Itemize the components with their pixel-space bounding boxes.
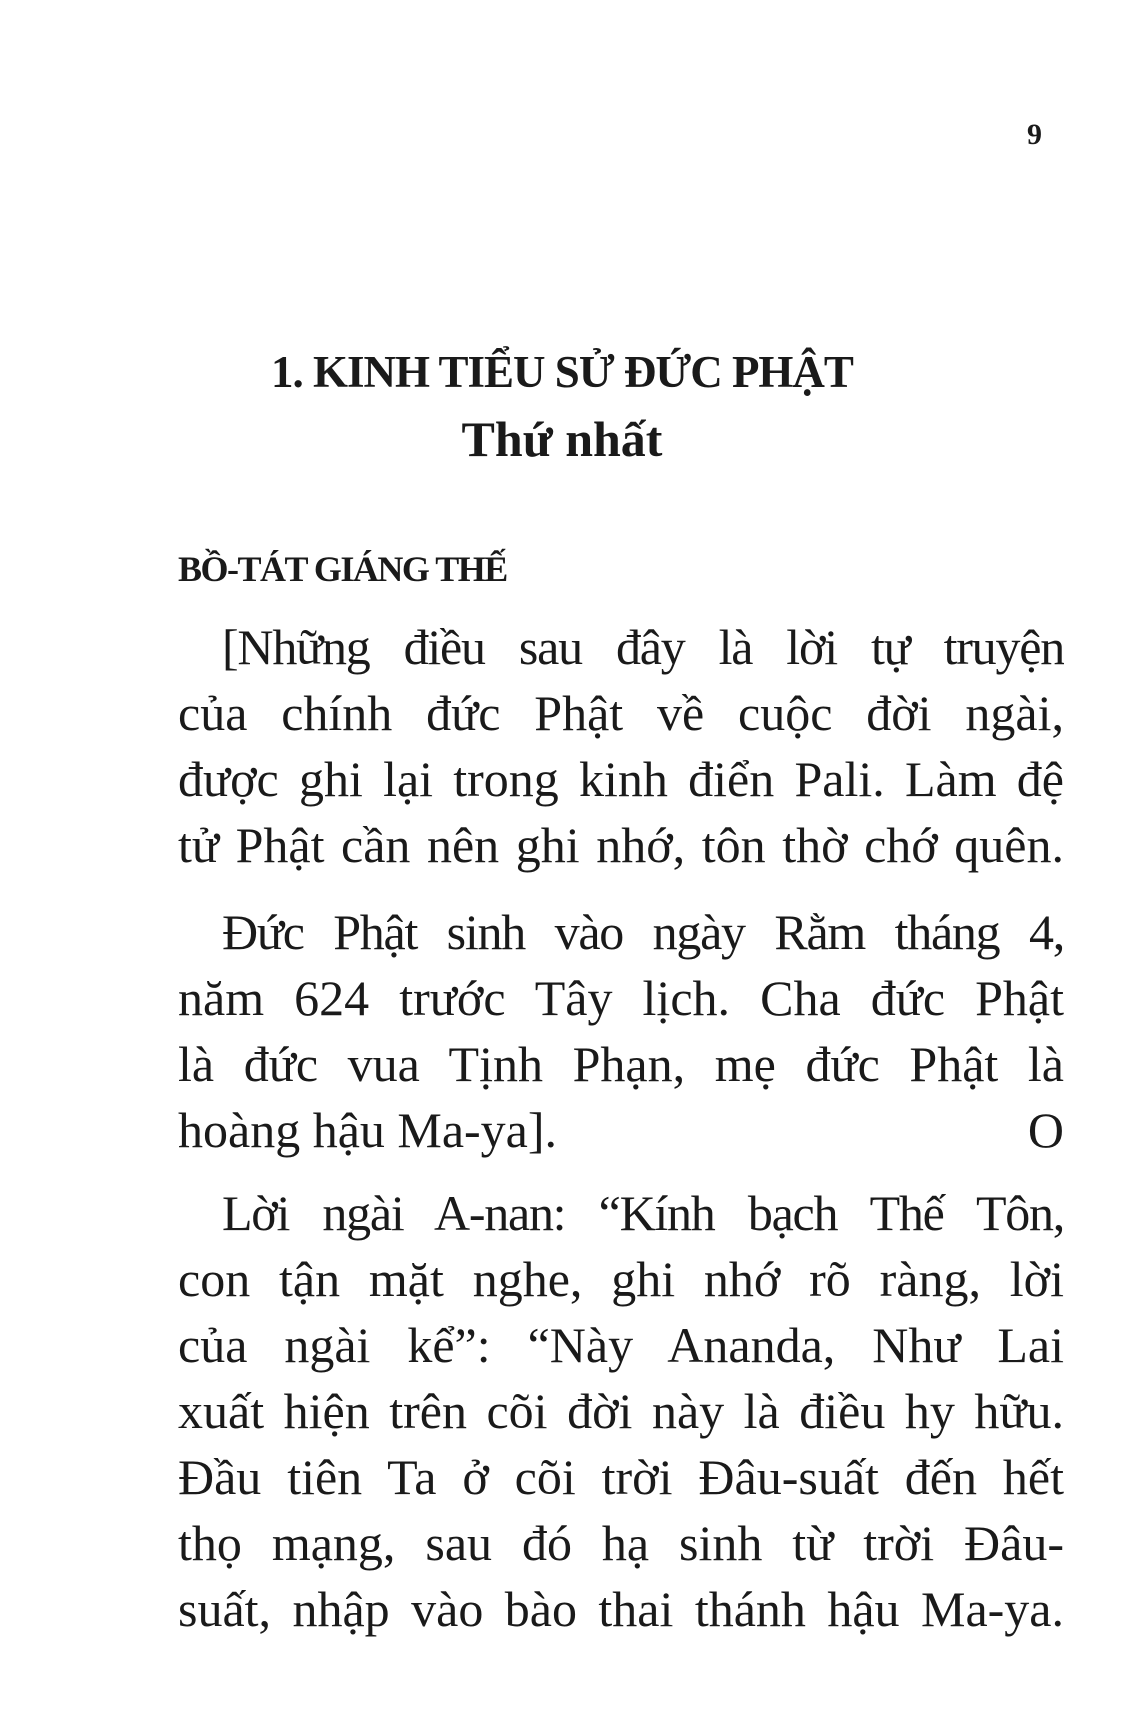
chapter-title: 1. KINH TIỂU SỬ ĐỨC PHẬT — [271, 347, 853, 397]
paragraph-1 — [178, 614, 1064, 878]
paragraph-2 — [178, 899, 1064, 1163]
page-number: 9 — [1027, 118, 1042, 151]
paragraph-line: của ngài kể”: “Này Ananda, Như Lai — [178, 1317, 1064, 1373]
paragraph-line: hoàng hậu Ma-ya]. — [178, 1102, 558, 1158]
paragraph-line: là đức vua Tịnh Phạn, mẹ đức Phật là — [178, 1036, 1064, 1092]
paragraph-line: Lời ngài A-nan: “Kính bạch Thế Tôn, — [222, 1185, 1064, 1241]
paragraph-line: được ghi lại trong kinh điển Pali. Làm đệ — [178, 751, 1064, 807]
paragraph-line: tử Phật cần nên ghi nhớ, tôn thờ chớ quên. — [178, 817, 1064, 873]
paragraph-line: xuất hiện trên cõi đời này là điều hy hữu. — [178, 1383, 1064, 1439]
paragraph-line: O — [1027, 1102, 1064, 1158]
paragraph-line: suất, nhập vào bào thai thánh hậu Ma-ya. — [178, 1581, 1064, 1637]
chapter-subtitle: Thứ nhất — [461, 411, 663, 467]
paragraph-line: của chính đức Phật về cuộc đời ngài, — [178, 685, 1064, 741]
paragraph-line: Đức Phật sinh vào ngày Rằm tháng 4, — [222, 904, 1064, 960]
paragraph-line: thọ mạng, sau đó hạ sinh từ trời Đâu- — [178, 1515, 1064, 1571]
paragraph-line: năm 624 trước Tây lịch. Cha đức Phật — [178, 970, 1064, 1026]
paragraph-line: con tận mặt nghe, ghi nhớ rõ ràng, lời — [178, 1251, 1064, 1307]
section-heading: BỒ-TÁT GIÁNG THẾ — [178, 549, 507, 589]
paragraph-line: [Những điều sau đây là lời tự truyện — [222, 619, 1064, 675]
paragraph-line: Đầu tiên Ta ở cõi trời Đâu-suất đến hết — [178, 1449, 1064, 1505]
paragraph-3 — [178, 1180, 1064, 1642]
